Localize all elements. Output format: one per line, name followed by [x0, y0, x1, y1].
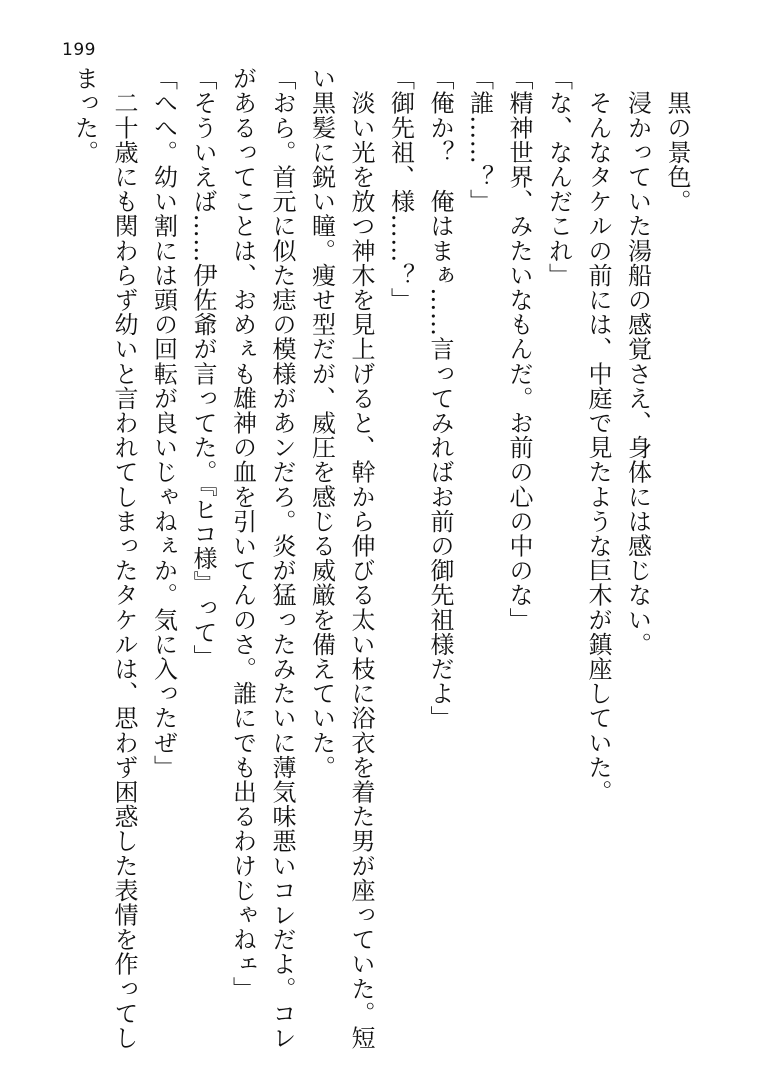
text-line: 「俺か？ 俺はまぁ……言ってみればお前の御先祖様だよ」 — [426, 66, 454, 731]
text-line: 浸かっていた湯船の感覚さえ、身体には感じない。 — [623, 66, 652, 657]
text-line: まった。 — [70, 66, 99, 165]
vertical-text-body — [64, 66, 696, 1050]
text-line: 「へへ。幼い割には頭の回転が良いじゃねぇか。気に入ったぜ」 — [149, 66, 178, 780]
text-line: 二十歳にも関わらず幼いと言われてしまったタケルは、思わず困惑した表情を作ってし — [110, 66, 138, 1050]
text-line: 「おら。首元に似た痣の模様があンだろ。炎が猛ったみたいに薄気味悪いコレだよ。コレ — [268, 66, 296, 1050]
text-line: 「御先祖、様……？」 — [386, 66, 415, 312]
text-line: 「な、なんだこれ」 — [544, 66, 573, 288]
text-line: そんなタケルの前には、中庭で見たような巨木が鎮座していた。 — [584, 66, 612, 804]
text-line: 「そういえば……伊佐爺が言ってた。『ヒコ様』って」 — [189, 66, 217, 669]
text-line: 「誰……？」 — [465, 66, 494, 214]
text-line: 「精神世界、みたいなもんだ。お前の心の中のな」 — [505, 66, 533, 632]
text-line: 黒の景色。 — [663, 66, 691, 214]
text-line: い黒髪に鋭い瞳。痩せ型だが、威圧を感じる威厳を備えていた。 — [307, 66, 336, 780]
text-line: 淡い光を放つ神木を見上げると、幹から伸びる太い枝に浴衣を着た男が座っていた。短 — [347, 66, 375, 1050]
page-number: 199 — [62, 40, 96, 60]
text-line: があるってことは、おめぇも雄神の血を引いてんのさ。誰にでも出るわけじゃねェ」 — [228, 66, 257, 1001]
